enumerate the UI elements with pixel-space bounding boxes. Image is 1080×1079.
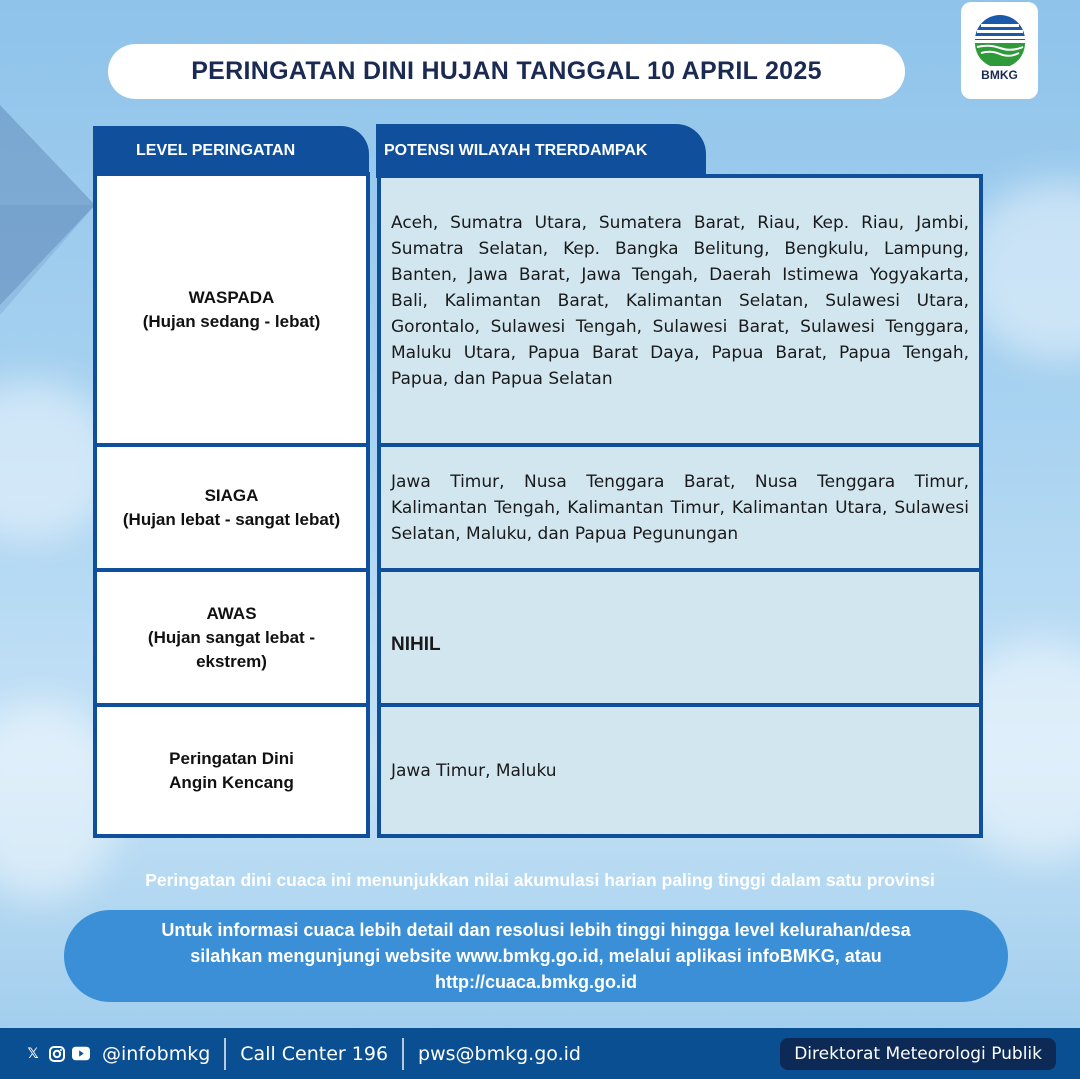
level-cell-waspada	[97, 176, 366, 443]
level-desc: (Hujan sangat lebat -	[147, 627, 316, 647]
info-line: Untuk informasi cuaca lebih detail dan resolusi lebih tinggi hingga level kelurahan/desa	[161, 920, 911, 940]
level-name: AWAS	[206, 603, 257, 623]
wilayah-text: Aceh, Sumatra Utara, Sumatera Barat, Riau, Kep. Riau, Jambi, Sumatra Selatan, Kep. Bangka Belitung, Bengkulu, Lampung, Banten, Jawa Barat, Jawa Tengah, Daerah Istimewa Yogyakarta, Bali, Kalimantan Barat, Kalimantan Selatan, Sulawesi Utara, Gorontalo, Sulawesi Tengah, Sulawesi Barat, Sulawesi Tenggara, Maluku Utara, Papua Barat Daya, Papua Barat, Papua Tengah, Papua, dan Papua Selatan	[391, 213, 969, 389]
youtube-icon[interactable]	[72, 1045, 90, 1063]
info-line: silahkan mengunjungi website www.bmkg.go.id, melalui aplikasi infoBMKG, atau	[190, 946, 882, 966]
level-desc: (Hujan lebat - sangat lebat)	[122, 509, 341, 529]
level-desc: ekstrem)	[196, 651, 267, 671]
level-column	[93, 172, 370, 838]
divider	[224, 1038, 226, 1070]
bmkg-logo	[961, 2, 1038, 99]
divider	[402, 1038, 404, 1070]
level-cell-awas	[97, 572, 366, 703]
call-center: Call Center 196	[240, 1042, 389, 1065]
level-name: WASPADA	[188, 287, 275, 307]
level-name: Peringatan Dini	[169, 748, 294, 768]
wilayah-column	[377, 174, 983, 838]
disclaimer-note: Peringatan dini cuaca ini menunjukkan nilai akumulasi harian paling tinggi dalam satu provinsi	[145, 870, 935, 890]
email-link[interactable]: pws@bmkg.go.id	[418, 1042, 581, 1065]
info-link[interactable]: http://cuaca.bmkg.go.id	[434, 972, 637, 992]
footer-bar	[0, 1028, 1080, 1079]
header-wilayah: POTENSI WILAYAH TRERDAMPAK	[376, 124, 706, 178]
wilayah-text: Jawa Timur, Nusa Tenggara Barat, Nusa Tenggara Timur, Kalimantan Tengah, Kalimantan Timur, Kalimantan Utara, Sulawesi Selatan, Maluku, dan Papua Pegunungan	[391, 472, 969, 544]
header-level: LEVEL PERINGATAN	[93, 126, 369, 176]
wilayah-cell-awas	[381, 572, 979, 703]
info-banner	[64, 910, 1008, 1002]
level-cell-angin	[97, 707, 366, 834]
bg-triangle	[0, 205, 95, 315]
wilayah-text: NIHIL	[391, 634, 441, 655]
level-desc: (Hujan sedang - lebat)	[142, 311, 321, 331]
social-handle[interactable]: @infobmkg	[102, 1042, 211, 1065]
social-icons	[24, 1043, 210, 1065]
level-cell-siaga	[97, 447, 366, 568]
directorate-badge: Direktorat Meteorologi Publik	[780, 1038, 1056, 1070]
instagram-icon[interactable]	[48, 1045, 66, 1063]
page-title: PERINGATAN DINI HUJAN TANGGAL 10 APRIL 2025	[108, 44, 905, 99]
wilayah-cell-siaga	[381, 447, 979, 568]
wilayah-cell-waspada	[381, 178, 979, 443]
logo-text: BMKG	[981, 68, 1018, 82]
wilayah-text: Jawa Timur, Maluku	[391, 760, 557, 781]
level-name: SIAGA	[204, 485, 259, 505]
x-icon[interactable]: 𝕏	[27, 1045, 39, 1062]
wilayah-cell-angin	[381, 707, 979, 834]
bmkg-logo-icon	[971, 14, 1029, 66]
level-desc: Angin Kencang	[169, 772, 294, 792]
